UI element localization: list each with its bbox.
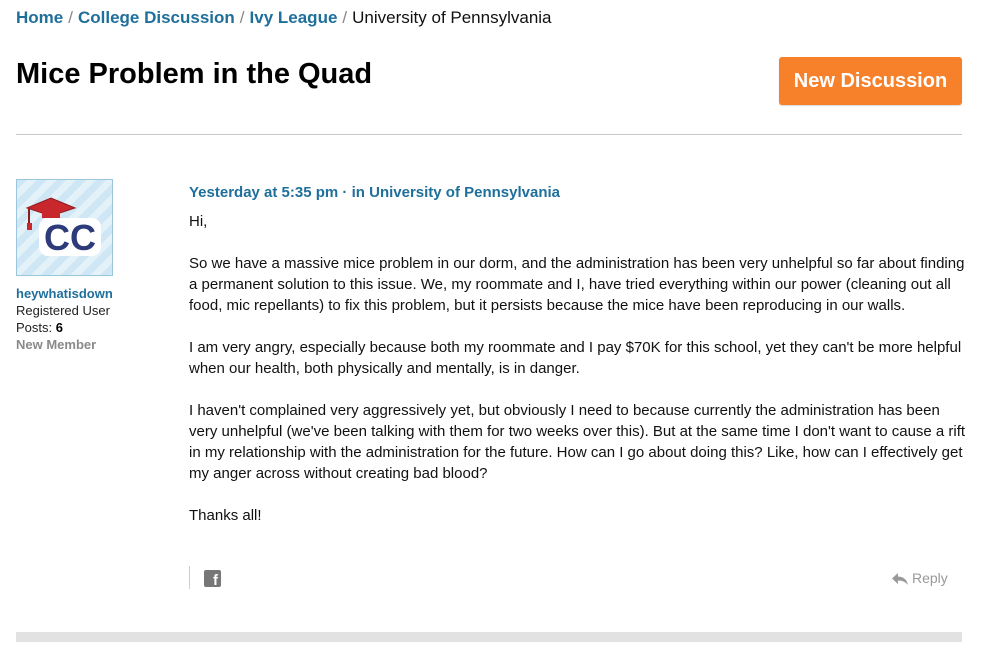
post-paragraph: Hi, [189,213,208,230]
post-paragraph: I haven't complained very aggressively yet, but obviously I need to because currently the administration has been very unhelpful (we've been talking with them for two weeks over this). But at the same time I don't want to cause a rift in my relationship with the administration for the future. How can I go about doing this? Like, how can I effectively get my anger across without creating bad blood? [189,402,966,482]
breadcrumb-separator: / [68,8,73,27]
post-category-prefix: in [351,184,365,201]
post-paragraph: I am very angry, especially because both my roommate and I pay $70K for this school, yet they can't be more helpful when our health, both physically and mentally, is in danger. [189,339,962,377]
post-body [189,211,969,547]
post-category-link[interactable]: University of Pennsylvania [369,184,561,201]
actions-divider [189,566,190,589]
post-meta [189,183,560,203]
college-confidential-cc-logo-icon [17,180,112,275]
section-footer-bar [16,632,962,642]
author-posts-count: 6 [55,320,63,335]
header-divider [16,134,962,135]
post-paragraph: So we have a massive mice problem in our dorm, and the administration has been very unhelpful so far about finding a permanent solution to this issue. We, my roommate and I, have tried everything within our power (cleaning out all food, mic repellants) to fix this problem, but it persists because the mice have been reproducing in our walls. [189,255,965,314]
breadcrumb-college-discussion-link[interactable]: College Discussion [77,8,235,27]
facebook-share-icon[interactable] [204,570,221,587]
reply-label: Reply [912,570,948,586]
author-rank: New Member [16,337,97,352]
post-meta-separator: · [342,184,348,201]
post-timestamp-link[interactable]: Yesterday at 5:35 pm [189,184,339,201]
breadcrumb-separator: / [342,8,348,27]
reply-arrow-icon [891,572,909,586]
breadcrumb-separator: / [239,8,245,27]
avatar[interactable] [16,179,113,276]
facebook-glyph: f [213,572,218,589]
author-posts-label: Posts: [16,320,53,335]
breadcrumb-home-link[interactable]: Home [16,8,64,27]
breadcrumb-ivy-league-link[interactable]: Ivy League [249,8,338,27]
breadcrumb [16,8,552,28]
breadcrumb-current: University of Pennsylvania [352,8,552,27]
author-username-link[interactable]: heywhatisdown [16,286,113,301]
reply-button[interactable] [891,569,948,587]
new-discussion-button[interactable]: New Discussion [779,57,962,105]
avatar-logo-text: CC [44,217,96,258]
author-posts [16,319,113,336]
author-info [16,285,113,353]
page-title: Mice Problem in the Quad [16,58,373,90]
post-paragraph: Thanks all! [189,507,262,524]
author-role: Registered User [16,303,110,318]
